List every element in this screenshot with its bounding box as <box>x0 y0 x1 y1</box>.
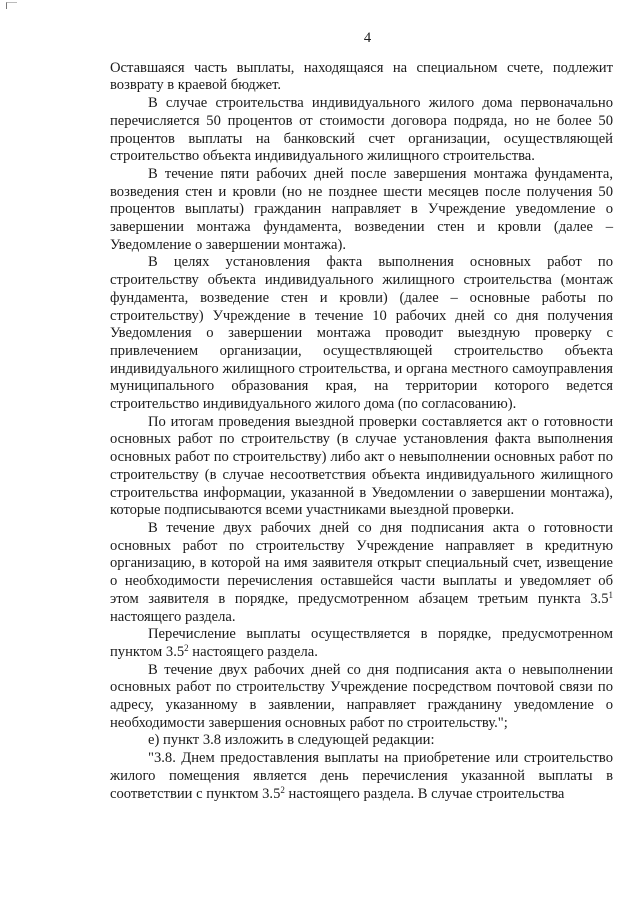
paragraph-section-3-8 <box>110 750 613 803</box>
paragraph-section-3-8-text: "3.8. Днем предоставления выплаты на приобретение или строительство жилого помещения является день перечисления указанной выплаты в соответствии с пунктом 3.5 <box>110 750 613 802</box>
document-page <box>110 30 613 803</box>
paragraph-transfer-order-tail: настоящего раздела. <box>188 643 318 660</box>
paragraph-bank-notice-text: В течение двух рабочих дней со дня подписания акта о готовности основных работ по строительству Учреждение направляет в кредитную организацию, в которой на имя заявителя открыт специальный счет, извещение о необходимости перечисления оставшейся части выплаты и уведомляет об этом заявителя в порядке, предусмотренном абзацем третьим пункта 3.5 <box>110 519 613 607</box>
page-number: 4 <box>363 30 372 46</box>
paragraph-bank-notice <box>110 520 613 626</box>
paragraph-construction-initial-transfer: В случае строительства индивидуального жилого дома первоначально перечисляется 50 процентов от стоимости договора подряда, но не более 50 процентов выплаты на банковский счет организации, осуществляющей строительство объекта индивидуального жилищного строительства. <box>110 95 613 165</box>
scan-corner-mark <box>6 2 17 9</box>
paragraph-field-inspection: В целях установления факта выполнения основных работ по строительству объекта индивидуального жилищного строительства (монтаж фундамента, возведение стен и кровли) (далее – основные работы по строительству) Учреждение в течение 10 рабочих дней со дня получения Уведомления о завершении монтажа проводит выездную проверку с привлечением организации, осуществляющей строительство объекта индивидуального жилищного строительства, и органа местного самоуправления муниципального образования края, на территории которого ведется строительство индивидуального жилого дома (по согласованию). <box>110 254 613 413</box>
superscript: 1 <box>608 589 613 600</box>
paragraph-nonfulfillment-notice: В течение двух рабочих дней со дня подписания акта о невыполнении основных работ по строительству Учреждение посредством почтовой связи по адресу, указанному в заявлении, направляет гражданину уведомление о необходимости завершения основных работ по строительству."; <box>110 661 613 731</box>
paragraph-item-e: е) пункт 3.8 изложить в следующей редакции: <box>148 732 435 749</box>
paragraph-transfer-order-text: Перечисление выплаты осуществляется в порядке, предусмотренном пунктом 3.5 <box>110 626 613 660</box>
superscript: 2 <box>184 642 189 653</box>
superscript: 2 <box>280 784 285 795</box>
paragraph-transfer-order <box>110 626 613 661</box>
paragraph-completion-notice: В течение пяти рабочих дней после завершения монтажа фундамента, возведения стен и кровли (но не позднее шести месяцев после получения 50 процентов выплаты) гражданин направляет в Учреждение уведомление о завершении монтажа фундамента, возведении стен и кровли (далее – Уведомление о завершении монтажа). <box>110 165 613 253</box>
paragraph-remaining-payment: Оставшаяся часть выплаты, находящаяся на специальном счете, подлежит возврату в краевой бюджет. <box>110 59 613 94</box>
paragraph-inspection-act: По итогам проведения выездной проверки составляется акт о готовности основных работ по строительству (в случае установления факта выполнения основных работ по строительству) либо акт о невыполнении основных работ по строительству (в случае несоответствия объекта индивидуального жилищного строительства информации, указанной в Уведомлении о завершении монтажа), которые подписываются всеми участниками выездной проверки. <box>110 413 613 519</box>
paragraph-bank-notice-tail: настоящего раздела. <box>110 608 236 625</box>
paragraph-section-3-8-tail: настоящего раздела. В случае строительства <box>284 785 565 802</box>
